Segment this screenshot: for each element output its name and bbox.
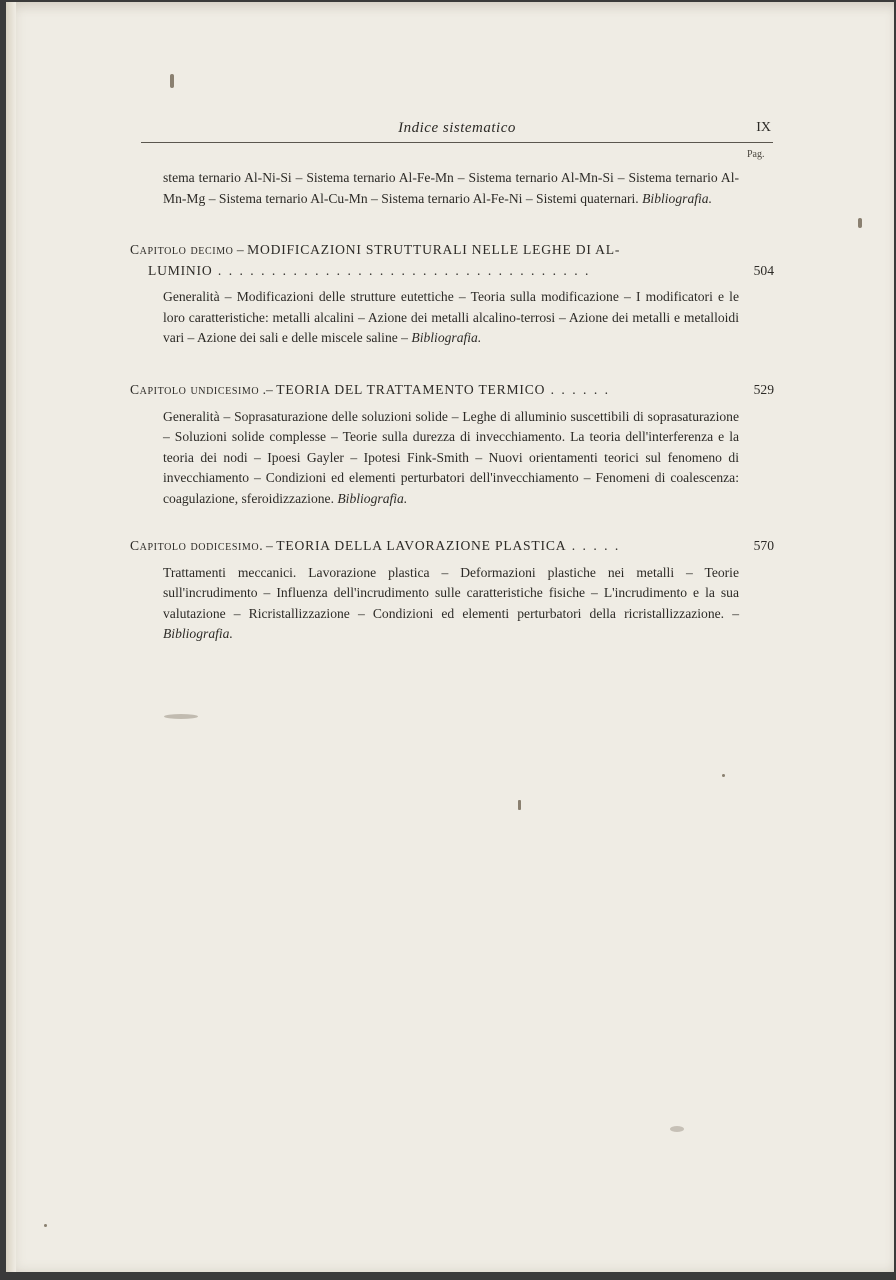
- continuation-bibliografia: Bibliografia.: [642, 190, 712, 206]
- chapter-title: TEORIA DELLA LAVORAZIONE PLASTICA: [276, 538, 567, 553]
- chapter-entry-undicesimo: [130, 380, 774, 509]
- book-page: [6, 2, 894, 1272]
- chapter-summary-text: Trattamenti meccanici. Lavorazione plastica – Deformazioni plastiche nei metalli – Teorie sull'incrudimento – Influenza dell'incrudimento sulle caratteristiche fisiche – L'incrudimento e la sua valutazione – Ricristallizzazione – Condizioni ed elementi perturbatori della ricristallizzazione. –: [163, 564, 739, 621]
- running-header: [141, 120, 773, 143]
- chapter-bibliografia: Bibliografia.: [337, 490, 408, 506]
- continuation-body: stema ternario Al-Ni-Si – Sistema ternario Al-Fe-Mn – Sistema ternario Al-Mn-Si – Sistema ternario Al-Mn-Mg – Sistema ternario Al-Cu-Mn – Sistema ternario Al-Fe-Ni – Sistemi quaternari.: [163, 170, 739, 206]
- page-spine-shadow: [6, 2, 16, 1272]
- paper-speck: [170, 74, 174, 88]
- chapter-entry-decimo: [130, 240, 774, 349]
- chapter-title: TEORIA DEL TRATTAMENTO TERMICO: [276, 382, 546, 397]
- chapter-label: Capitolo dodicesimo: [130, 538, 260, 553]
- chapter-page-number: 570: [753, 538, 774, 553]
- chapter-heading-line2: [148, 261, 774, 282]
- chapter-bibliografia: Bibliografia.: [411, 330, 482, 345]
- chapter-separator: .–: [259, 382, 277, 397]
- chapter-page-number: 529: [753, 382, 774, 397]
- chapter-entry-dodicesimo: [130, 536, 774, 645]
- chapter-title: MODIFICAZIONI STRUTTURALI NELLE LEGHE DI AL-: [247, 242, 621, 257]
- chapter-heading: [130, 380, 774, 401]
- paper-speck: [670, 1126, 684, 1132]
- leader-dots: . . . . . . . . . . . . . . . . . . . . . . . . . . . . . . . . . . .: [212, 262, 591, 278]
- paper-speck: [518, 800, 521, 810]
- chapter-page-number: 504: [753, 262, 774, 278]
- paper-speck: [858, 218, 862, 228]
- pag-column-label: Pag.: [747, 149, 765, 160]
- paper-speck: [44, 1224, 47, 1227]
- chapter-heading: [130, 536, 774, 557]
- running-title: Indice sistematico: [398, 120, 516, 136]
- chapter-label: Capitolo decimo: [130, 242, 234, 257]
- continuation-entry: [130, 168, 740, 209]
- continuation-text: [163, 168, 739, 209]
- page-number: IX: [756, 120, 771, 135]
- leader-dots: . . . . .: [566, 538, 621, 553]
- chapter-summary-text: Generalità – Modificazioni delle strutture eutettiche – Teoria sulla modificazione – I modificatori e le loro caratteristiche: metalli alcalini – Azione dei metalli alcalino-terrosi – Azione dei metalli e metalloidi vari – Azione dei sali e delle miscele saline –: [163, 289, 739, 345]
- chapter-separator: . –: [259, 538, 277, 553]
- chapter-summary: [163, 563, 739, 645]
- chapter-label: Capitolo undicesimo: [130, 382, 260, 397]
- leader-dots: . . . . . .: [545, 382, 611, 397]
- chapter-summary-text: Generalità – Soprasaturazione delle soluzioni solide – Leghe di alluminio suscettibili di soprasaturazione – Soluzioni solide complesse – Teorie sulla durezza di invecchiamento. La teoria dell'interferenza e la teoria dei nodi – Ipoesi Gayler – Ipotesi Fink-Smith – Nuovi orientamenti teorici sul fenomeno di invecchiamento – Condizioni ed elementi perturbatori dell'invecchiamento – Fenomeni di coalescenza: coagulazione, sferoidizzazione.: [163, 408, 739, 506]
- chapter-heading: [130, 240, 740, 261]
- chapter-summary: [163, 287, 739, 349]
- chapter-separator: –: [233, 242, 248, 257]
- chapter-summary: [163, 407, 739, 510]
- chapter-title-cont: LUMINIO: [148, 262, 213, 278]
- chapter-bibliografia: Bibliografia.: [163, 626, 233, 641]
- paper-speck: [164, 714, 198, 719]
- paper-speck: [722, 774, 725, 777]
